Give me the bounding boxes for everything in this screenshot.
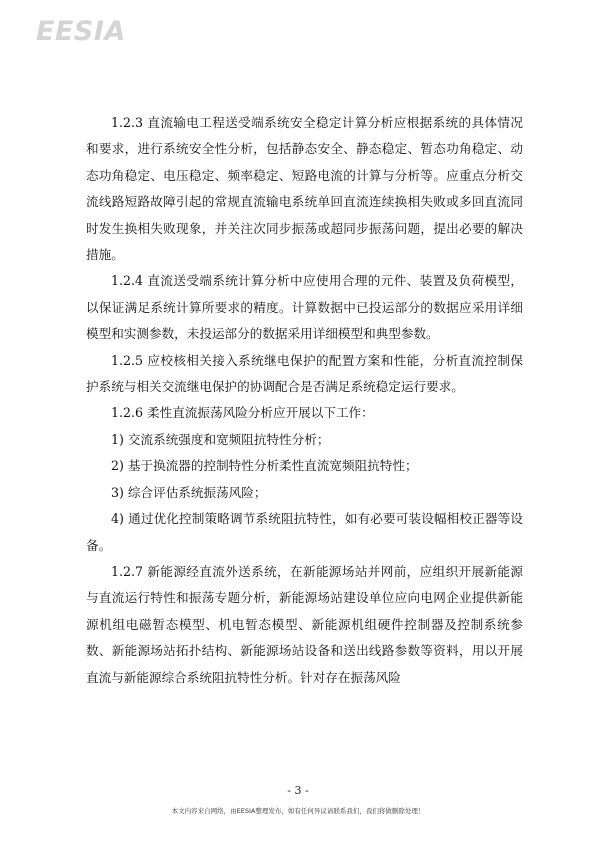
paragraph-1-2-4: 1.2.4 直流送受端系统计算分析中应使用合理的元件、装置及负荷模型，以保证满足系统计算所要求的精度。计算数据中已投运部分的数据应采用详细模型和实测参数，未投运部分的数据采用详细模型和典型参数。 <box>86 273 523 342</box>
list-item-3: 3) 综合评估系统振荡风险； <box>111 484 267 500</box>
paragraph-1-2-3: 1.2.3 直流输电工程送受端系统安全稳定计算分析应根据系统的具体情况和要求，进行系统安全性分析，包括静态安全、静态稳定、暂态功角稳定、动态功角稳定、电压稳定、频率稳定、短路电流的计算与分析等。应重点分析交流线路短路故障引起的常规直流输电系统单回直流连续换相失败或多回直流同时发生换相失败现象，并关注次同步振荡或超同步振荡问题，提出必要的解决措施。 <box>86 115 523 263</box>
paragraph-1-2-5: 1.2.5 应校核相关接入系统继电保护的配置方案和性能，分析直流控制保护系统与相关交流继电保护的协调配合是否满足系统稳定运行要求。 <box>86 352 523 395</box>
eesia-watermark-logo: EESIA <box>36 16 126 47</box>
paragraph-1-2-6: 1.2.6 柔性直流振荡风险分析应开展以下工作： <box>111 405 374 421</box>
document-body <box>86 110 523 691</box>
list-item-1: 1) 交流系统强度和宽频阻抗特性分析； <box>111 431 330 447</box>
list-item-2: 2) 基于换流器的控制特性分析柔性直流宽频阻抗特性； <box>111 458 418 474</box>
paragraph-1-2-7: 1.2.7 新能源经直流外送系统，在新能源场站并网前，应组织开展新能源与直流运行特性和振荡专题分析，新能源场站建设单位应向电网企业提供新能源机组电磁暂态模型、机电暂态模型、新能源机组硬件控制器及控制系统参数、新能源场站拓扑结构、新能源场站设备和送出线路参数等资料，用以开展直流与新能源综合系统阻抗特性分析。针对存在振荡风险 <box>86 563 523 685</box>
list-item-4: 4) 通过优化控制策略调节系统阻抗特性，如有必要可装设幅相校正器等设备。 <box>86 511 523 553</box>
footer-disclaimer: 本文内容来自网络，由EESIA整理发布，如有任何异议请联系我们，我们将做删除处理！ <box>171 807 425 815</box>
page-number: - 3 - <box>287 784 309 797</box>
